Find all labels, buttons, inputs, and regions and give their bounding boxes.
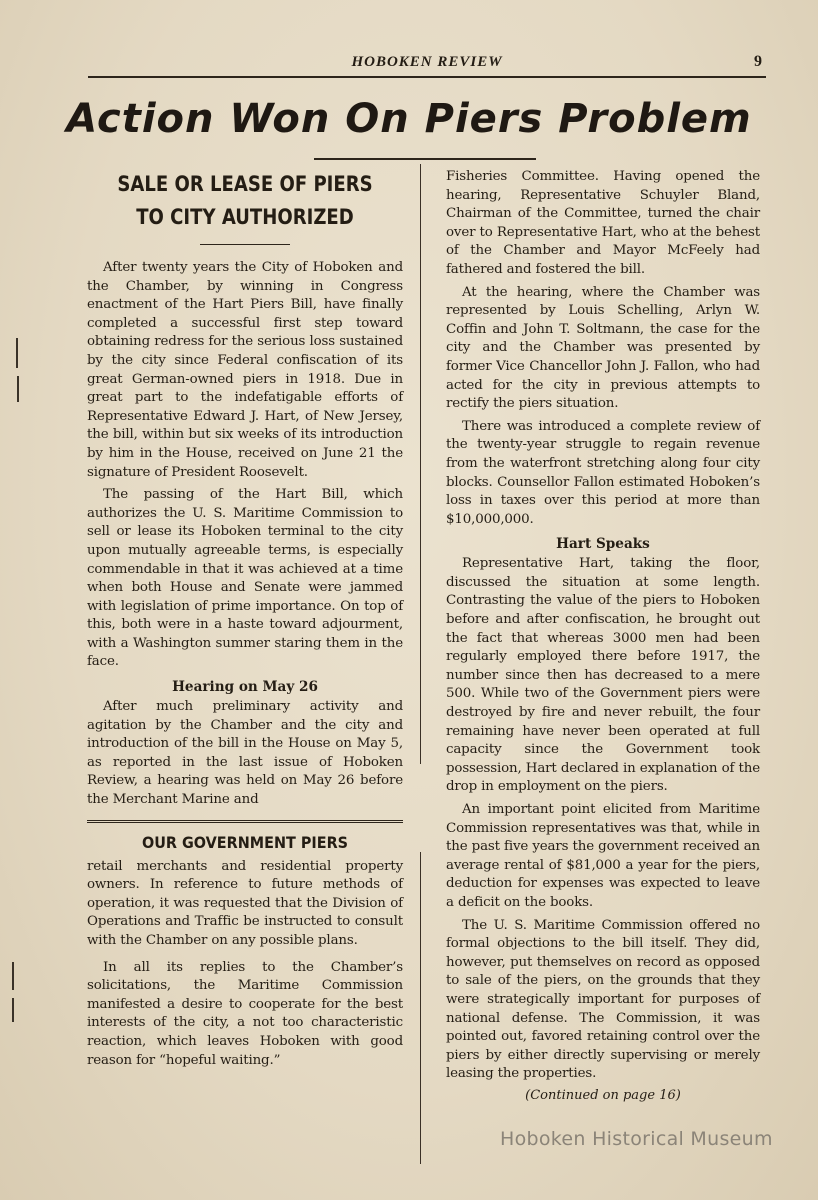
subhead-line: TO CITY AUTHORIZED — [136, 205, 354, 229]
continued-note: (Continued on page 16) — [525, 1087, 681, 1103]
subhead — [109, 168, 381, 234]
paragraph: At the hearing, where the Chamber was represented by Louis Schelling, Arlyn W. Coffin and John T. Soltmann, the case for the city and the Chamber was presented by former Vice Chancellor John J. Fallon, who had acted for the city in previous attempts to rectify the piers situation. — [446, 284, 760, 412]
paragraph: In all its replies to the Chamber’s solicitations, the Maritime Commission manifested a desire to cooperate for the best interests of the city, a not too characteristic reaction, which leaves Hoboken with good reason for “hopeful waiting.” — [87, 959, 403, 1068]
headline-rule — [314, 158, 536, 160]
box-rule — [87, 820, 403, 825]
paragraph: After much preliminary activity and agitation by the Chamber and the city and introduction of the bill in the House on May 5, as reported in the last issue of Hoboken Review, a hearing was held on May 26 before the Merchant Marine and — [87, 699, 403, 808]
binding-mark — [12, 962, 14, 990]
left-column — [87, 168, 403, 1070]
subhead-rule — [200, 244, 290, 245]
subhead-line: SALE OR LEASE OF PIERS — [117, 172, 373, 196]
box-title: OUR GOVERNMENT PIERS — [141, 832, 349, 852]
column-divider — [420, 852, 421, 1164]
right-column — [446, 168, 760, 1103]
column-divider — [420, 164, 421, 764]
paragraph: The passing of the Hart Bill, which authorizes the U. S. Maritime Commission to sell or lease its Hoboken terminal to the city upon mutually agreeable terms, is especially commendable in that it was achieved at a time when both House and Senate were jammed with legislation of prime importance. On top of this, both were in a haste toward adjourment, with a Washington summer staring them in the face. — [87, 487, 403, 670]
paragraph: retail merchants and residential property owners. In reference to future methods of operation, it was requested that the Division of Operations and Traffic be instructed to consult with the Chamber on any possible plans. — [87, 858, 403, 948]
publication-title: HOBOKEN REVIEW — [351, 54, 503, 70]
section-heading: Hart Speaks — [556, 536, 650, 553]
page-number: 9 — [754, 53, 762, 70]
section-heading: Hearing on May 26 — [172, 679, 318, 696]
paragraph: The U. S. Maritime Commission offered no formal objections to the bill itself. They did, however, put themselves on record as opposed to sale of the piers, on the grounds that they were strategically important for purposes of national defense. The Commission, it was pointed out, favored retaining control over the piers by either directly supervising or merely leasing the properties. — [446, 917, 760, 1082]
paragraph: An important point elicited from Maritime Commission representatives was that, while in the past five years the government received an average rental of $81,000 a year for the piers, deduction for expenses was expected to leave a deficit on the books. — [446, 802, 760, 910]
running-head — [88, 52, 766, 78]
paragraph: Representative Hart, taking the floor, discussed the situation at some length. Contrasting the value of the piers to Hoboken before and after confiscation, he brought out the fact that whereas 3000 men had been regularly employed there before 1917, the number since then has decreased to a mere 500. While two of the Government piers were destroyed by fire and never rebuilt, the four remaining have never been operated at full capacity since the Government took possession, Hart declared in explanation of the drop in employment on the piers. — [446, 556, 760, 795]
binding-mark — [16, 338, 18, 368]
museum-watermark: Hoboken Historical Museum — [500, 1128, 773, 1150]
paragraph: After twenty years the City of Hoboken and the Chamber, by winning in Congress enactment of the Hart Piers Bill, have finally completed a successful first step toward obtaining redress for the serious loss sustained by the city since Federal confiscation of its great German-owned piers in 1918. Due in great part to the indefatigable efforts of Representative Edward J. Hart, of New Jersey, the bill, within but six weeks of its introduction by him in the House, received on June 21 the signature of President Roosevelt. — [87, 260, 403, 480]
binding-mark — [12, 998, 14, 1022]
paragraph: There was introduced a complete review of the twenty-year struggle to regain revenue from the waterfront stretching along four city blocks. Counsellor Fallon estimated Hoboken’s loss in taxes over this period at more than $10,000,000. — [446, 418, 760, 527]
paragraph: Fisheries Committee. Having opened the hearing, Representative Schuyler Bland, Chairman of the Committee, turned the chair over to Representative Hart, who at the behest of the Chamber and Mayor McFeely had fathered and fostered the bill. — [446, 169, 760, 277]
binding-mark — [17, 376, 19, 402]
article-headline: Action Won On Piers Problem — [66, 96, 752, 142]
